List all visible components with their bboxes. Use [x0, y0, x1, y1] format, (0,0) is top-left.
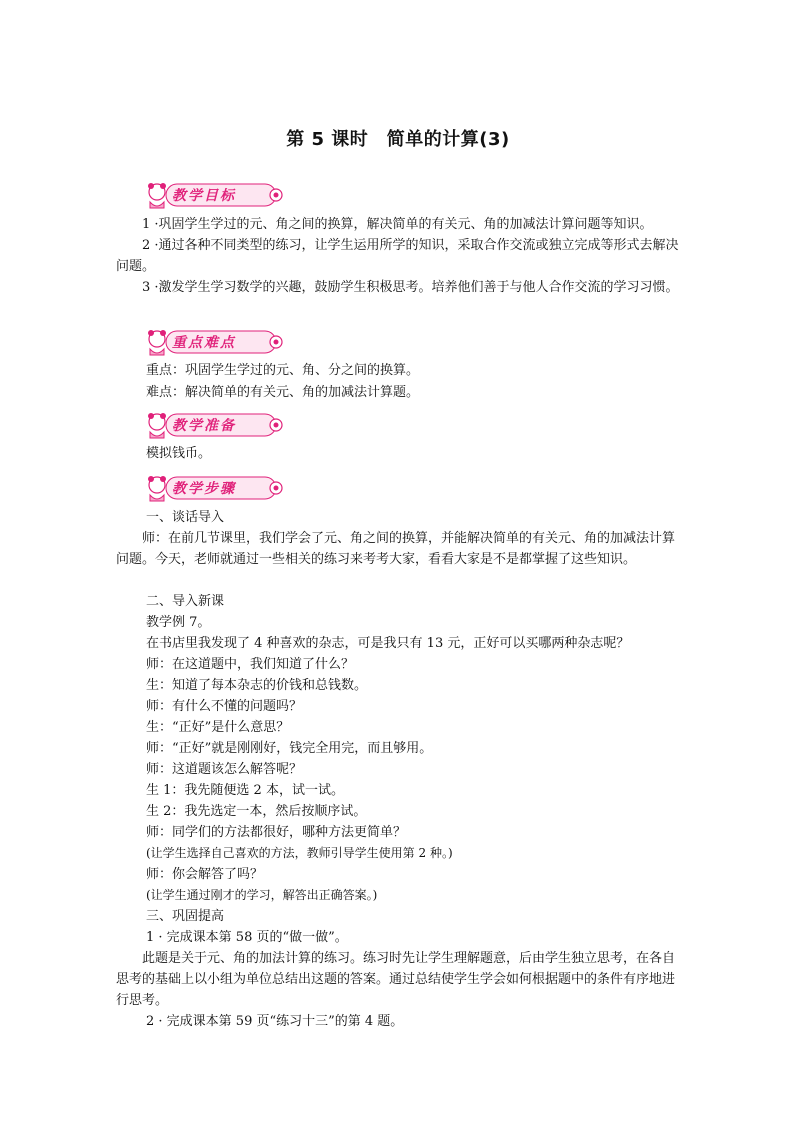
section-header-preparation [144, 410, 284, 440]
objective-1: 1 ·巩固学生学过的元、角之间的换算，解决简单的有关元、角的加减法计算问题等知识。 [142, 217, 653, 232]
step-line: 师：你会解答了吗？ [146, 867, 264, 882]
section-header-objectives [144, 180, 284, 210]
objective-2: 2 ·通过各种不同类型的练习，让学生运用所学的知识，采取合作交流或独立完成等形式去解决问题。 [116, 238, 679, 274]
step-line: 教学例 7。 [146, 615, 211, 630]
step-line: 在书店里我发现了 4 种喜欢的杂志，可是我只有 13 元，正好可以买哪两种杂志呢？ [146, 636, 630, 651]
section-title: 教学目标 [172, 188, 236, 204]
step-line: 1 · 完成课本第 58 页的“做一做”。 [146, 930, 348, 945]
step-line: 师：同学们的方法都很好，哪种方法更简单？ [146, 825, 407, 840]
step-line: 生：知道了每本杂志的价钱和总钱数。 [146, 678, 368, 693]
step-heading-2: 二、导入新课 [146, 594, 225, 609]
step-line: 生：“正好”是什么意思？ [146, 720, 290, 735]
step-paragraph: 师：在前几节课里，我们学会了元、角之间的换算，并能解决简单的有关元、角的加减法计算问题。今天，老师就通过一些相关的练习来考考大家，看看大家是不是都掌握了这些知识。 [116, 531, 676, 567]
keypoint-difficulty: 难点：解决简单的有关元、角的加减法计算题。 [146, 385, 420, 400]
step-heading-1: 一、谈话导入 [146, 510, 225, 525]
step-line: 生 1：我先随便选 2 本，试一试。 [146, 783, 344, 798]
step-line: 师：有什么不懂的问题吗？ [146, 699, 303, 714]
preparation-text: 模拟钱币。 [146, 446, 212, 461]
step-line: 师：“正好”就是刚刚好，钱完全用完，而且够用。 [146, 741, 433, 756]
section-title: 教学准备 [172, 418, 236, 434]
objective-3: 3 ·激发学生学习数学的兴趣，鼓励学生积极思考。培养他们善于与他人合作交流的学习习惯。 [142, 280, 679, 295]
step-line: 2 · 完成课本第 59 页“练习十三”的第 4 题。 [146, 1014, 404, 1029]
section-title: 重点难点 [172, 335, 236, 351]
step-line: 师：在这道题中，我们知道了什么？ [146, 657, 355, 672]
step-paragraph: 此题是关于元、角的加法计算的练习。练习时先让学生理解题意，后由学生独立思考，在各自思考的基础上以小组为单位总结出这题的答案。通过总结使学生学会如何根据题中的条件有序地进行思考。 [116, 951, 676, 1008]
step-line: 生 2：我先选定一本，然后按顺序试。 [146, 804, 367, 819]
step-note: (让学生选择自己喜欢的方法，教师引导学生使用第 2 种。) [146, 846, 453, 860]
section-header-keypoints [144, 327, 284, 357]
step-heading-3: 三、巩固提高 [146, 909, 225, 924]
page-title: 第 5 课时 简单的计算(3) [286, 129, 510, 150]
section-title: 教学步骤 [172, 481, 236, 497]
step-line: 师：这道题该怎么解答呢？ [146, 762, 303, 777]
section-header-steps [144, 473, 284, 503]
keypoint-focus: 重点：巩固学生学过的元、角、分之间的换算。 [146, 363, 420, 378]
step-note: (让学生通过刚才的学习，解答出正确答案。) [146, 888, 378, 902]
